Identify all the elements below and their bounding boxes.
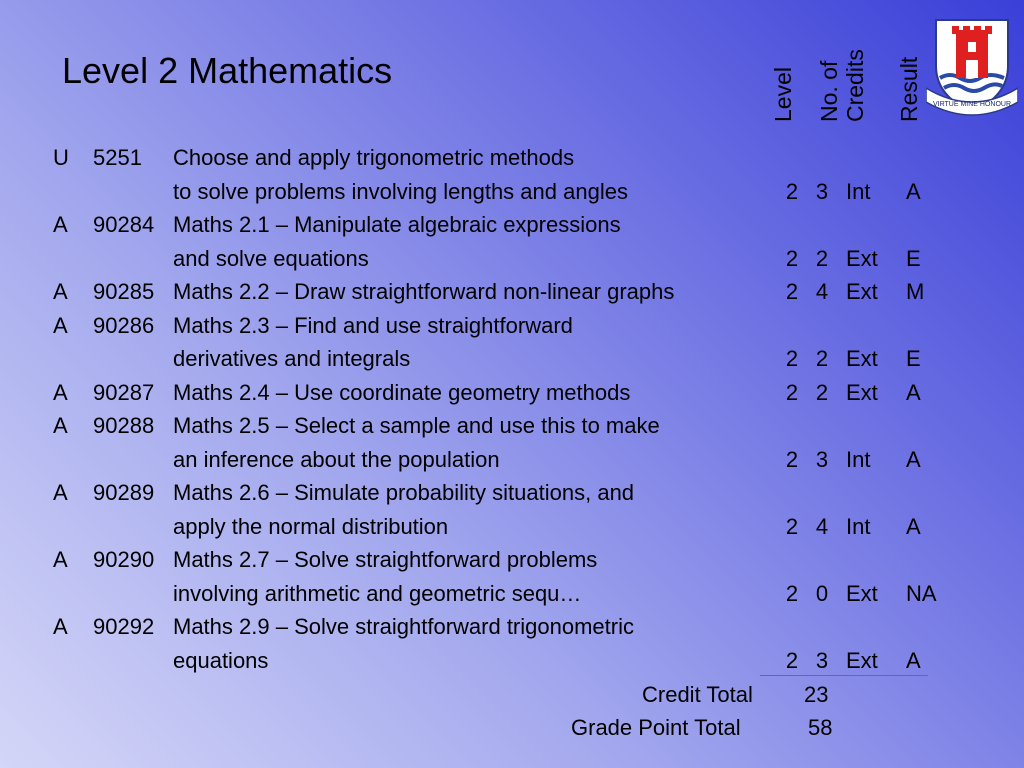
table-row — [0, 410, 1024, 442]
table-row — [0, 142, 1024, 174]
standard-description-cont: and solve equations — [173, 245, 369, 271]
tower-crest-icon — [926, 16, 1018, 116]
level-value: 2 — [785, 346, 799, 371]
standard-number: 90286 — [93, 312, 155, 338]
assessment-type: Ext — [846, 346, 878, 371]
standard-description-cont: derivatives and integrals — [173, 346, 411, 371]
assessment-type: Ext — [846, 279, 878, 304]
standard-type: A — [53, 614, 68, 639]
credits-value: 0 — [815, 580, 829, 606]
column-header-credits-line1: No. of — [816, 60, 842, 122]
result-grade: A — [906, 513, 921, 539]
standard-description: Maths 2.3 – Find and use straightforward — [173, 312, 573, 338]
standard-description-cont: an inference about the population — [173, 446, 500, 472]
standard-type: A — [53, 547, 68, 572]
level-value: 2 — [785, 279, 799, 304]
standard-description-cont: to solve problems involving lengths and angles — [173, 178, 628, 204]
column-header-level: Level — [770, 67, 796, 122]
standard-type: A — [53, 413, 68, 438]
standard-number: 90290 — [93, 547, 155, 572]
standard-type: A — [53, 279, 68, 304]
grade-point-total-label: Grade Point Total — [571, 715, 741, 740]
credit-total-label: Credit Total — [642, 682, 753, 707]
column-header-credits-line2: Credits — [842, 49, 868, 122]
assessment-type: Ext — [846, 245, 878, 271]
standard-description: Choose and apply trigonometric methods — [173, 145, 575, 170]
table-row-continuation — [0, 645, 1024, 677]
standard-description-cont: equations — [173, 647, 269, 673]
standard-description: Maths 2.7 – Solve straightforward problems — [173, 547, 598, 572]
table-row-continuation — [0, 176, 1024, 208]
standard-description-cont: apply the normal distribution — [173, 513, 449, 539]
credits-value: 2 — [815, 346, 829, 371]
credit-total-value: 23 — [804, 682, 829, 707]
standard-number: 90285 — [93, 279, 155, 304]
assessment-type: Ext — [846, 379, 878, 405]
result-grade: E — [906, 346, 921, 371]
standard-description: Maths 2.5 – Select a sample and use this to make — [173, 413, 660, 438]
level-value: 2 — [785, 379, 799, 405]
credits-value: 3 — [815, 647, 829, 673]
standard-description: Maths 2.2 – Draw straightforward non-linear graphs — [173, 279, 675, 304]
standard-description: Maths 2.4 – Use coordinate geometry methods — [173, 379, 631, 405]
result-grade: E — [906, 245, 921, 271]
assessment-type: Int — [846, 513, 871, 539]
column-header-result: Result — [896, 56, 922, 122]
table-row — [0, 611, 1024, 643]
credits-value: 3 — [815, 178, 829, 204]
standard-description: Maths 2.9 – Solve straightforward trigonometric — [173, 614, 634, 639]
assessment-type: Ext — [846, 580, 878, 606]
credits-value: 4 — [815, 279, 829, 304]
standard-description: Maths 2.1 – Manipulate algebraic expressions — [173, 212, 621, 237]
standard-number: 90284 — [93, 212, 155, 237]
table-row — [0, 209, 1024, 241]
assessment-type: Int — [846, 178, 871, 204]
standard-number: 5251 — [93, 145, 142, 170]
credits-value: 3 — [815, 446, 829, 472]
table-row-continuation — [0, 578, 1024, 610]
assessment-type: Ext — [846, 647, 878, 673]
grade-point-total-value: 58 — [808, 715, 833, 740]
standard-number: 90287 — [93, 379, 155, 405]
credits-value: 2 — [815, 245, 829, 271]
standard-type: A — [53, 379, 68, 405]
table-row — [0, 544, 1024, 576]
table-row-continuation — [0, 243, 1024, 275]
standard-description: Maths 2.6 – Simulate probability situations, and — [173, 480, 635, 505]
result-grade: NA — [906, 580, 937, 606]
standard-type: A — [53, 480, 68, 505]
standard-number: 90289 — [93, 480, 155, 505]
logo-motto: VIRTUE MINE HONOUR — [932, 101, 1012, 108]
level-value: 2 — [785, 245, 799, 271]
level-value: 2 — [785, 178, 799, 204]
standard-type: A — [53, 312, 68, 338]
table-row — [0, 377, 1024, 409]
slide-title: Level 2 Mathematics — [62, 50, 393, 91]
table-row — [0, 477, 1024, 509]
standard-type: A — [53, 212, 68, 237]
standard-number: 90288 — [93, 413, 155, 438]
table-row — [0, 276, 1024, 308]
table-row — [0, 310, 1024, 342]
column-header-credits — [816, 49, 868, 122]
result-grade: M — [906, 279, 925, 304]
standard-number: 90292 — [93, 614, 155, 639]
table-row-continuation — [0, 343, 1024, 375]
level-value: 2 — [785, 446, 799, 472]
result-grade: A — [906, 379, 921, 405]
credits-value: 2 — [815, 379, 829, 405]
level-value: 2 — [785, 580, 799, 606]
table-row-continuation — [0, 444, 1024, 476]
standard-description-cont: involving arithmetic and geometric sequ… — [173, 580, 582, 606]
table-row-continuation — [0, 511, 1024, 543]
totals-divider — [760, 675, 928, 676]
credits-value: 4 — [815, 513, 829, 539]
assessment-type: Int — [846, 446, 871, 472]
result-grade: A — [906, 647, 921, 673]
level-value: 2 — [785, 647, 799, 673]
level-value: 2 — [785, 513, 799, 539]
result-grade: A — [906, 178, 921, 204]
standard-type: U — [53, 145, 69, 170]
result-grade: A — [906, 446, 921, 472]
